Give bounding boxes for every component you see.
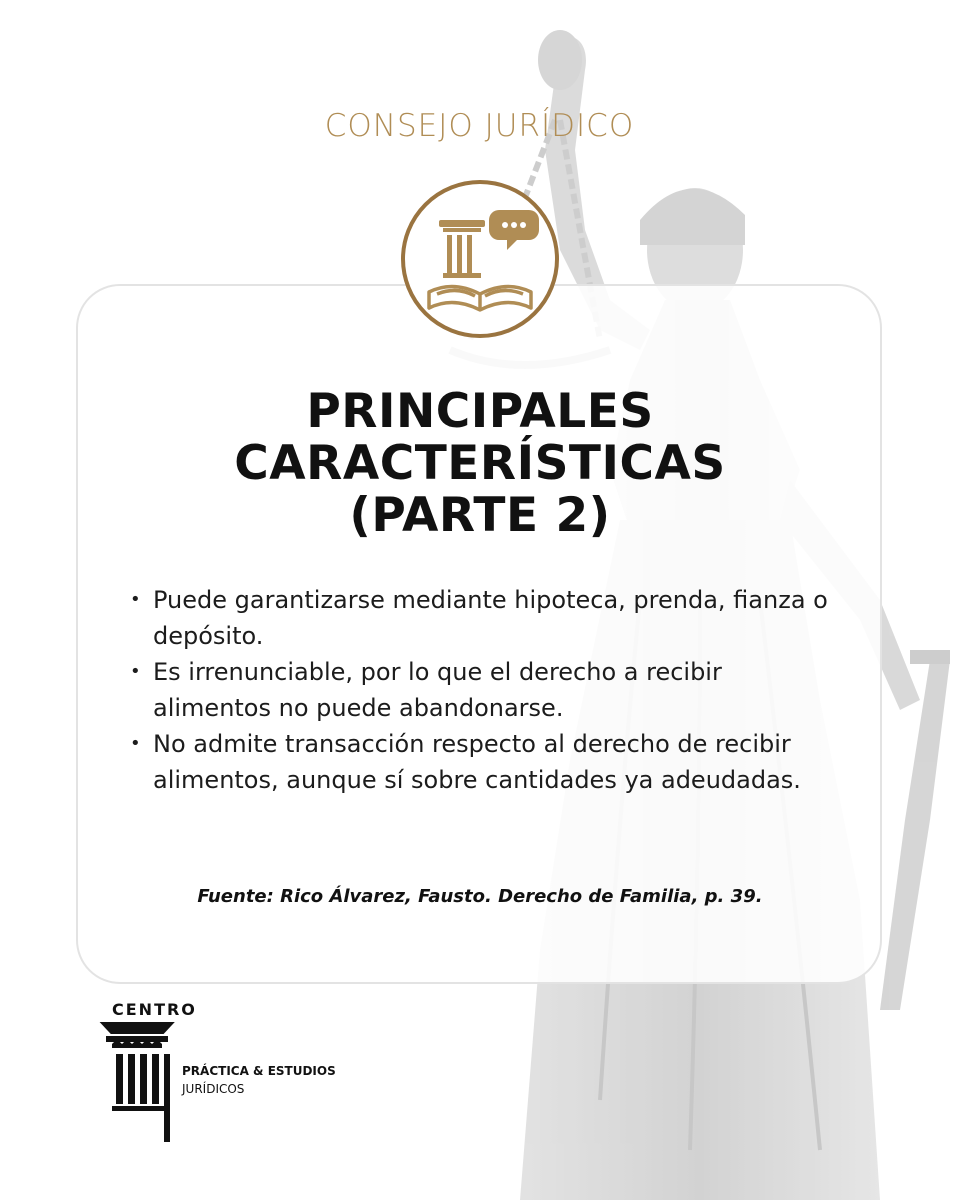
list-item: • No admite transacción respecto al derecho de recibir alimentos, aunque sí sobre cantidades ya adeudadas. <box>128 726 828 798</box>
column-logo-icon <box>98 1022 178 1147</box>
title-line: (PARTE 2) <box>349 488 611 543</box>
list-item: • Es irrenunciable, por lo que el derecho a recibir alimentos no puede abandonarse. <box>128 654 828 726</box>
title-line: CARACTERÍSTICAS <box>234 436 726 491</box>
logo-centro-text: CENTRO <box>112 1000 197 1019</box>
post-title <box>100 386 860 542</box>
source-citation: Fuente: Rico Álvarez, Fausto. Derecho de Familia, p. 39. <box>197 886 763 907</box>
characteristics-list <box>128 582 828 798</box>
category-eyebrow: CONSEJO JURÍDICO <box>324 108 635 144</box>
list-item: • Puede garantizarse mediante hipoteca, prenda, fianza o depósito. <box>128 582 828 654</box>
title-line: PRINCIPALES <box>306 384 654 439</box>
brand-logo <box>98 1002 378 1152</box>
logo-line-2: JURÍDICOS <box>182 1082 245 1096</box>
logo-line-1: PRÁCTICA & ESTUDIOS <box>182 1064 336 1078</box>
column-book-speech-emblem-icon <box>401 180 559 338</box>
